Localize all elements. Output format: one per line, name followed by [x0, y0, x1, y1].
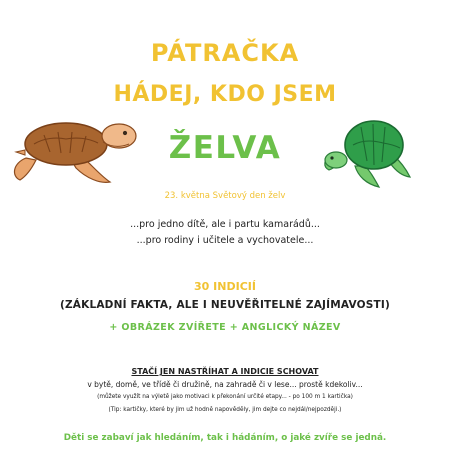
title-patracka: PÁTRAČKA [150, 39, 300, 67]
extras-description: + OBRÁZEK ZVÍŘETE + ANGLICKÝ NÁZEV [109, 322, 341, 333]
world-turtle-day-text: 23. května Světový den želv [164, 191, 286, 201]
intro-line-1: ...pro jedno dítě, ale i partu kamarádů... [130, 219, 320, 230]
clue-count-heading: 30 INDICIÍ [194, 280, 256, 293]
tip-note: (Tip: kartičky, které by jim už hodně napověděly, jim dejte co nejdál/nejpozději.) [108, 407, 342, 413]
title-zelva: ŽELVA [168, 130, 282, 166]
footer-fun-text: Děti se zabaví jak hledáním, tak i hádáním, o jaké zvíře se jedná. [63, 433, 387, 443]
instructions-heading: STAČÍ JEN NASTŘÍHAT A INDICIE SCHOVAT [131, 367, 319, 376]
green-turtle-icon [316, 112, 416, 192]
sea-turtle-icon [8, 108, 143, 193]
title-hadej-kdo-jsem: HÁDEJ, KDO JSEM [113, 82, 337, 107]
facts-description: (ZÁKLADNÍ FAKTA, ALE I NEUVĚŘITELNÉ ZAJÍMAVOSTI) [59, 299, 391, 311]
motivation-note: (můžete využít na výletě jako motivaci k překonání určité etapy... - po 100 m 1 kartička) [97, 394, 353, 400]
hiding-places-text: v bytě, domě, ve třídě či družině, na zahradě či v lese... prostě kdekoliv... [87, 380, 363, 389]
intro-line-2: ...pro rodiny i učitele a vychovatele... [136, 235, 314, 246]
